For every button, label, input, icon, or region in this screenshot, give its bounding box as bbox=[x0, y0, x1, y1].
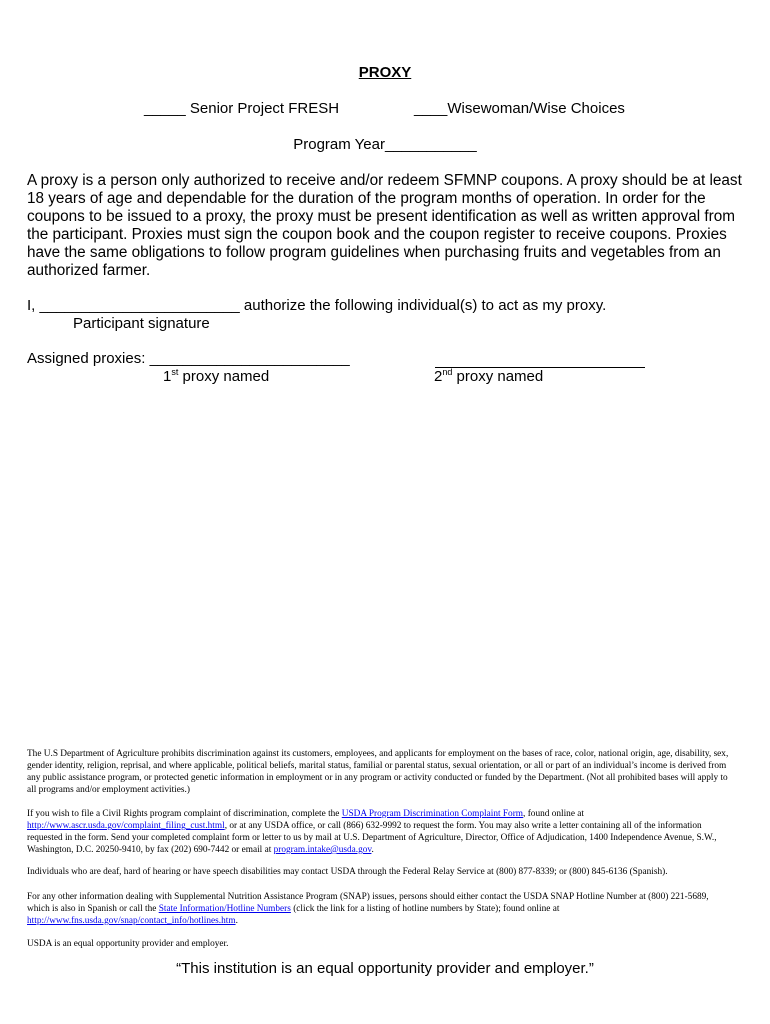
page-title: PROXY bbox=[358, 64, 412, 81]
state-hotline-numbers-link[interactable]: State Information/Hotline Numbers bbox=[158, 904, 291, 914]
institution-equal-opportunity-statement: “This institution is an equal opportunity provider and employer.” bbox=[176, 960, 594, 977]
assigned-proxies-line: Assigned proxies: ________________________ bbox=[27, 350, 350, 367]
snap-hotline-info: For any other information dealing with Supplemental Nutrition Assistance Program (SNAP) issues, persons should either contact the USDA SNAP Hotline Number at (800) 221-5689, which is also in Spanish or call the State Information/Hotline Numbers (click the link for a listing of hotline numbers by State); found online at http://www.fns.usda.gov/snap/contact_info/hotlines.htm. bbox=[27, 892, 709, 926]
nondiscrimination-statement: The U.S Department of Agriculture prohibits discrimination against its customers, employees, and applicants for employment on the bases of race, color, national origin, age, disability, sex, gender identity, religion, reprisal, and where applicable, political beliefs, marital status, familial or parental status, sexual orientation, or all or part of an individual’s income is derived from any public assistance program, or protected genetic information in employment or in any program or activity conducted or funded by the Department. (Not all prohibited bases will apply to all programs and/or employment activities.) bbox=[27, 749, 729, 795]
participant-signature-caption: Participant signature bbox=[73, 315, 210, 332]
complaint-url-link[interactable]: http://www.ascr.usda.gov/complaint_filing_cust.html bbox=[27, 821, 225, 831]
second-proxy-line bbox=[435, 350, 645, 368]
relay-service-info: Individuals who are deaf, hard of hearing or have speech disabilities may contact USDA through the Federal Relay Service at (800) 877-8339; or (800) 845-6136 (Spanish). bbox=[27, 867, 668, 877]
snap-hotlines-url-link[interactable]: http://www.fns.usda.gov/snap/contact_info/hotlines.htm bbox=[27, 916, 236, 926]
civil-rights-complaint-info: If you wish to file a Civil Rights program complaint of discrimination, complete the USDA Program Discrimination Complaint Form, found online at http://www.ascr.usda.gov/complaint_filing_cust.html, or at any USDA office, or call (866) 632-9992 to request the form. You may also write a letter containing all of the information requested in the form. Send your completed complaint form or letter to us by mail at U.S. Department of Agriculture, Director, Office of Adjudication, 1400 Independence Avenue, S.W., Washington, D.C. 20250-9410, by fax (202) 690-7442 or email at program.intake@usda.gov. bbox=[27, 809, 717, 855]
program-year-field: Program Year___________ bbox=[293, 136, 477, 153]
senior-project-fresh-option: _____ Senior Project FRESH bbox=[144, 100, 340, 117]
second-proxy-caption: 2nd proxy named bbox=[434, 367, 544, 385]
first-proxy-caption: 1st proxy named bbox=[163, 367, 270, 385]
complaint-form-link[interactable]: USDA Program Discrimination Complaint Form bbox=[341, 809, 524, 819]
proxy-description: A proxy is a person only authorized to receive and/or redeem SFMNP coupons. A proxy should be at least 18 years of age and dependable for the duration of the program months of operation. In order for the coupons to be issued to a proxy, the proxy must be present identification as well as written approval from the participant. Proxies must sign the coupon book and the coupon register to receive coupons. Proxies have the same obligations to follow program guidelines when purchasing fruits and vegetables from an authorized farmer. bbox=[27, 172, 742, 279]
wisewoman-option: ____Wisewoman/Wise Choices bbox=[414, 100, 625, 117]
usda-equal-opportunity: USDA is an equal opportunity provider and employer. bbox=[27, 939, 229, 949]
authorization-line: I, ________________________ authorize the following individual(s) to act as my proxy. bbox=[27, 297, 607, 314]
program-intake-email-link[interactable]: program.intake@usda.gov bbox=[273, 845, 372, 855]
